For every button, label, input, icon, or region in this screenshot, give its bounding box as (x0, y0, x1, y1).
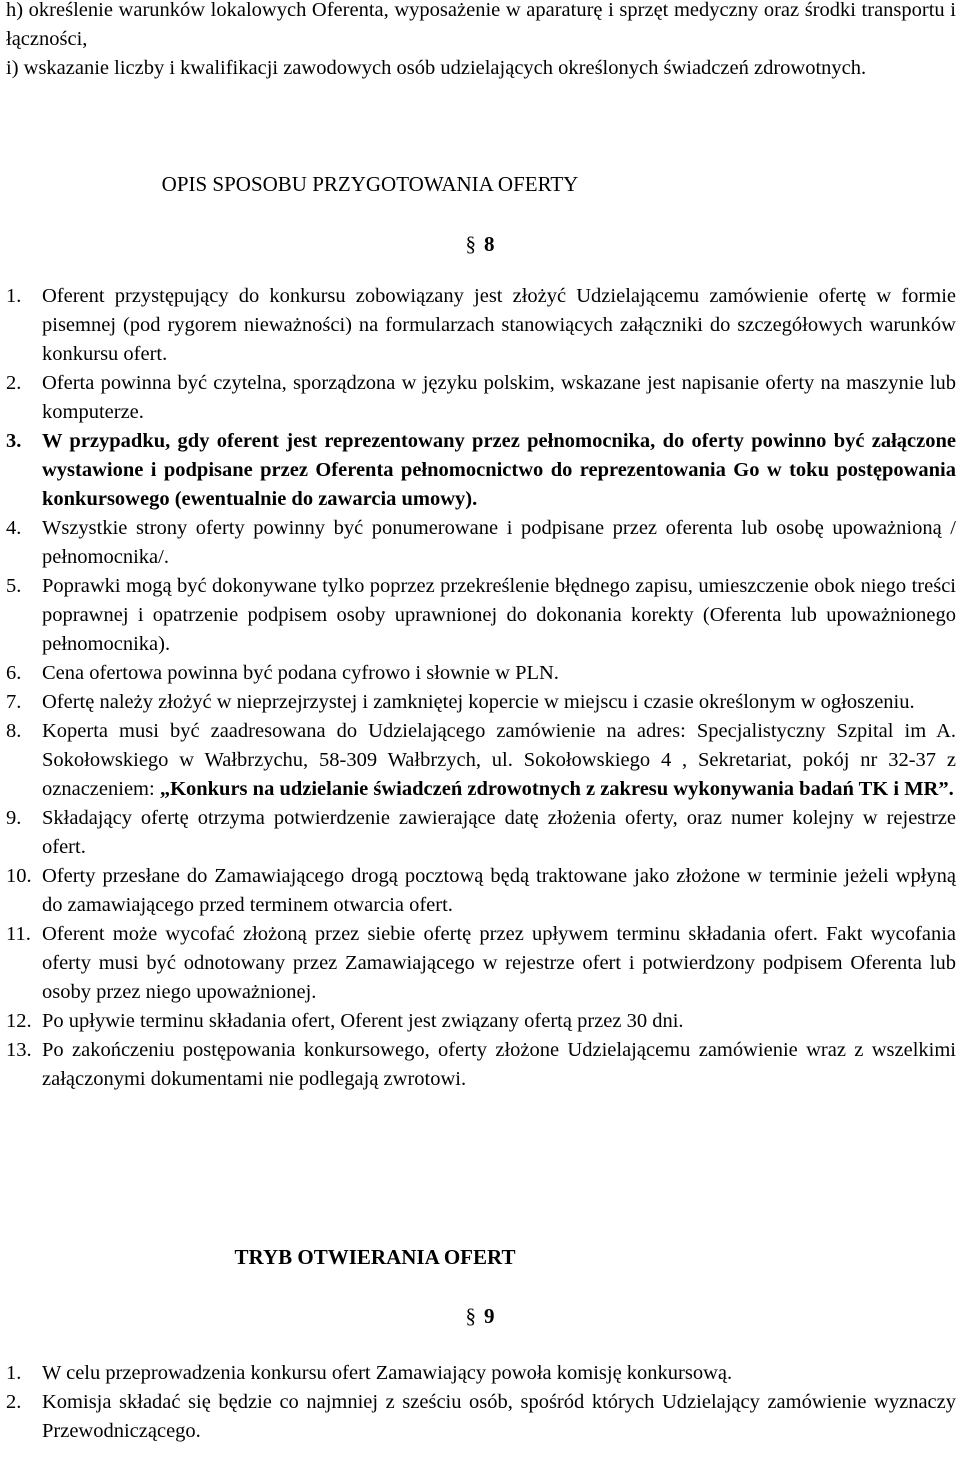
item-text: Komisja składać się będzie co najmniej z sześciu osób, spośród których Udzielający zamówienie wyznaczy Przewodniczącego. (42, 1391, 956, 1442)
item-text: Koperta musi być zaadresowana do Udzielającego zamówienie na adres: Specjalistyczny Szpital im A. Sokołowskiego w Wałbrzychu, 58-309 Wałbrzych, ul. Sokołowskiego 4 , Sekretariat, pokój nr 32-37 z oznaczeniem: (42, 720, 956, 800)
item-number: 1. (6, 285, 22, 307)
item-text: Wszystkie strony oferty powinny być ponumerowane i podpisane przez oferenta lub osobę upoważnioną / pełnomocnika/. (42, 517, 956, 568)
list-item (6, 1036, 956, 1094)
paragraph-mark-9 (0, 1302, 960, 1331)
list-item (6, 688, 956, 717)
list-item (6, 1388, 956, 1446)
section-title-opening: TRYB OTWIERANIA OFERT (234, 1245, 516, 1269)
opening-list (6, 1359, 956, 1446)
list-item (6, 1359, 956, 1388)
item-number: 6. (6, 662, 22, 684)
item-text: Oferent może wycofać złożoną przez siebie ofertę przez upływem terminu składania ofert. Fakt wycofania oferty musi być odnotowany przez Zamawiającego w rejestrze ofert i potwierdzony podpisem Oferenta lub osoby przez niego upoważnionej. (42, 923, 956, 1003)
paragraph-number: 9 (484, 1304, 495, 1328)
item-number: 1. (6, 1362, 22, 1384)
item-text: W celu przeprowadzenia konkursu ofert Zamawiający powoła komisję konkursową. (42, 1362, 733, 1384)
section-title-preparation: OPIS SPOSOBU PRZYGOTOWANIA OFERTY (161, 172, 579, 196)
list-item (6, 514, 956, 572)
section-sign: § (465, 1304, 476, 1328)
item-number: 3. (6, 430, 22, 452)
list-item (6, 804, 956, 862)
item-number: 2. (6, 372, 22, 394)
item-number: 2. (6, 1391, 22, 1413)
item-text: Po upływie terminu składania ofert, Oferent jest związany ofertą przez 30 dni. (42, 1010, 684, 1032)
item-text: Cena ofertowa powinna być podana cyfrowo i słownie w PLN. (42, 662, 559, 684)
list-item (6, 572, 956, 659)
item-text: Ofertę należy złożyć w nieprzejrzystej i zamkniętej kopercie w miejscu i czasie określonym w ogłoszeniu. (42, 691, 915, 713)
section-sign: § (465, 232, 476, 256)
item-number: 4. (6, 517, 22, 539)
item-number: 7. (6, 691, 22, 713)
paragraph-mark-8 (0, 230, 960, 259)
intro-item-h: h) określenie warunków lokalowych Oferenta, wyposażenie w aparaturę i sprzęt medyczny oraz środki transportu i łączności, (6, 0, 956, 50)
item-text-bold: „Konkurs na udzielanie świadczeń zdrowotnych z zakresu wykonywania badań TK i MR”. (159, 778, 954, 800)
intro-item-i: i) wskazanie liczby i kwalifikacji zawodowych osób udzielających określonych świadczeń zdrowotnych. (6, 57, 867, 79)
list-item (6, 282, 956, 369)
item-number: 5. (6, 575, 22, 597)
item-number: 9. (6, 807, 22, 829)
item-number: 10. (6, 865, 32, 887)
item-text: Oferty przesłane do Zamawiającego drogą pocztową będą traktowane jako złożone w terminie jeżeli wpłyną do zamawiającego przed terminem otwarcia ofert. (42, 865, 956, 916)
item-number: 12. (6, 1010, 32, 1032)
paragraph-number: 8 (484, 232, 495, 256)
item-text: Po zakończeniu postępowania konkursowego, oferty złożone Udzielającemu zamówienie wraz z wszelkimi załączonymi dokumentami nie podlegają zwrotowi. (42, 1039, 956, 1090)
item-number: 8. (6, 720, 22, 742)
list-item (6, 427, 956, 514)
intro-block (6, 0, 956, 83)
list-item (6, 659, 956, 688)
preparation-list (6, 282, 956, 1094)
item-text: W przypadku, gdy oferent jest reprezentowany przez pełnomocnika, do oferty powinno być załączone wystawione i podpisane przez Oferenta pełnomocnictwo do reprezentowania Go w toku postępowania konkursowego (ewentualnie do zawarcia umowy). (42, 430, 956, 510)
list-item (6, 369, 956, 427)
item-text: Oferent przystępujący do konkursu zobowiązany jest złożyć Udzielającemu zamówienie ofertę w formie pisemnej (pod rygorem nieważności) na formularzach stanowiących załączniki do szczegółowych warunków konkursu ofert. (42, 285, 956, 365)
list-item (6, 1007, 956, 1036)
list-item (6, 920, 956, 1007)
list-item (6, 862, 956, 920)
item-number: 11. (6, 923, 31, 945)
item-text: Oferta powinna być czytelna, sporządzona w języku polskim, wskazane jest napisanie oferty na maszynie lub komputerze. (42, 372, 956, 423)
list-item (6, 717, 956, 804)
item-text: Poprawki mogą być dokonywane tylko poprzez przekreślenie błędnego zapisu, umieszczenie obok niego treści poprawnej i opatrzenie podpisem osoby uprawnionej do dokonania korekty (Oferenta lub upoważnionego pełnomocnika). (42, 575, 956, 655)
item-number: 13. (6, 1039, 32, 1061)
item-text: Składający ofertę otrzyma potwierdzenie zawierające datę złożenia oferty, oraz numer kolejny w rejestrze ofert. (42, 807, 956, 858)
